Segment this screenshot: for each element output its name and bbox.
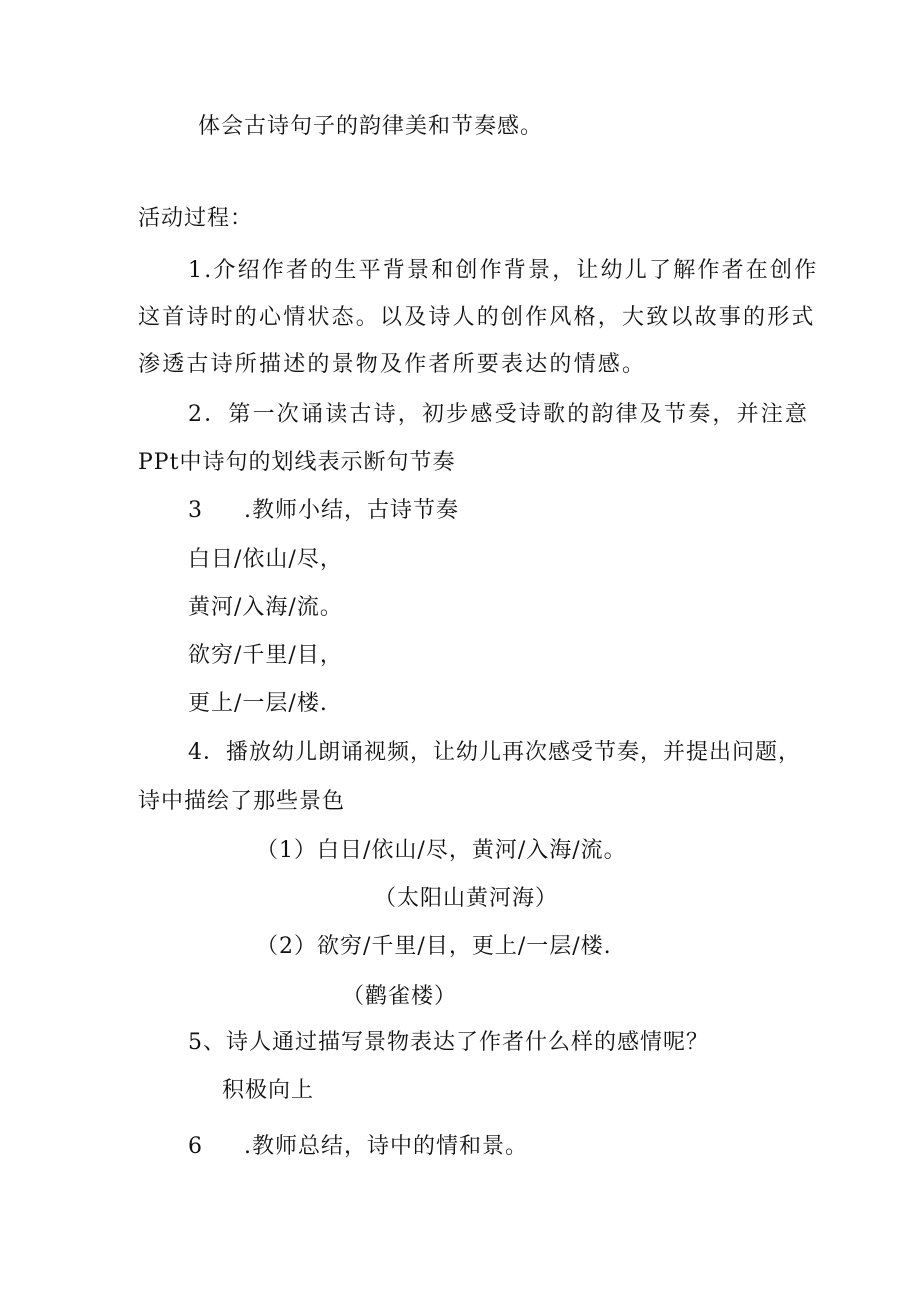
step-2-line-2: PPt中诗句的划线表示断句节奏 xyxy=(138,450,456,475)
poem-line-4: 更上/一层/楼. xyxy=(188,691,328,716)
step-4-line-1: 4．播放幼儿朗诵视频，让幼儿再次感受节奏，并提出问题， xyxy=(188,740,801,765)
answer-2: （鹳雀楼） xyxy=(342,984,458,1009)
step-6-text: .教师总结，诗中的情和景。 xyxy=(244,1134,528,1159)
answer-1: （太阳山黄河海） xyxy=(374,886,559,911)
question-1: （1）白日/依山/尽，黄河/入海/流。 xyxy=(256,838,627,863)
step-3-text: .教师小结，古诗节奏 xyxy=(244,498,459,523)
poem-line-2: 黄河/入海/流。 xyxy=(188,595,343,620)
step-4-line-2: 诗中描绘了那些景色 xyxy=(138,789,346,814)
step-1-line-1: 1.介绍作者的生平背景和创作背景，让幼儿了解作者在创作 xyxy=(188,258,819,283)
step-2-line-1: 2．第一次诵读古诗，初步感受诗歌的韵律及节奏，并注意 xyxy=(188,402,810,427)
poem-line-3: 欲穷/千里/目， xyxy=(188,643,343,668)
step-5-answer: 积极向上 xyxy=(222,1078,315,1103)
step-5-question: 5、诗人通过描写景物表达了作者什么样的感情呢？ xyxy=(188,1030,709,1055)
question-2: （2）欲穷/千里/目，更上/一层/楼. xyxy=(256,934,612,959)
step-3-number: 3 xyxy=(188,498,203,523)
step-1-line-2: 这首诗时的心情状态。以及诗人的创作风格，大致以故事的形式 xyxy=(138,305,816,330)
section-heading: 活动过程： xyxy=(138,206,254,231)
poem-line-1: 白日/依山/尽， xyxy=(188,547,343,572)
step-6-number: 6 xyxy=(188,1134,203,1159)
step-1-line-3: 渗透古诗所描述的景物及作者所要表达的情感。 xyxy=(138,352,647,377)
objective-line: 体会古诗句子的韵律美和节奏感。 xyxy=(198,114,544,139)
